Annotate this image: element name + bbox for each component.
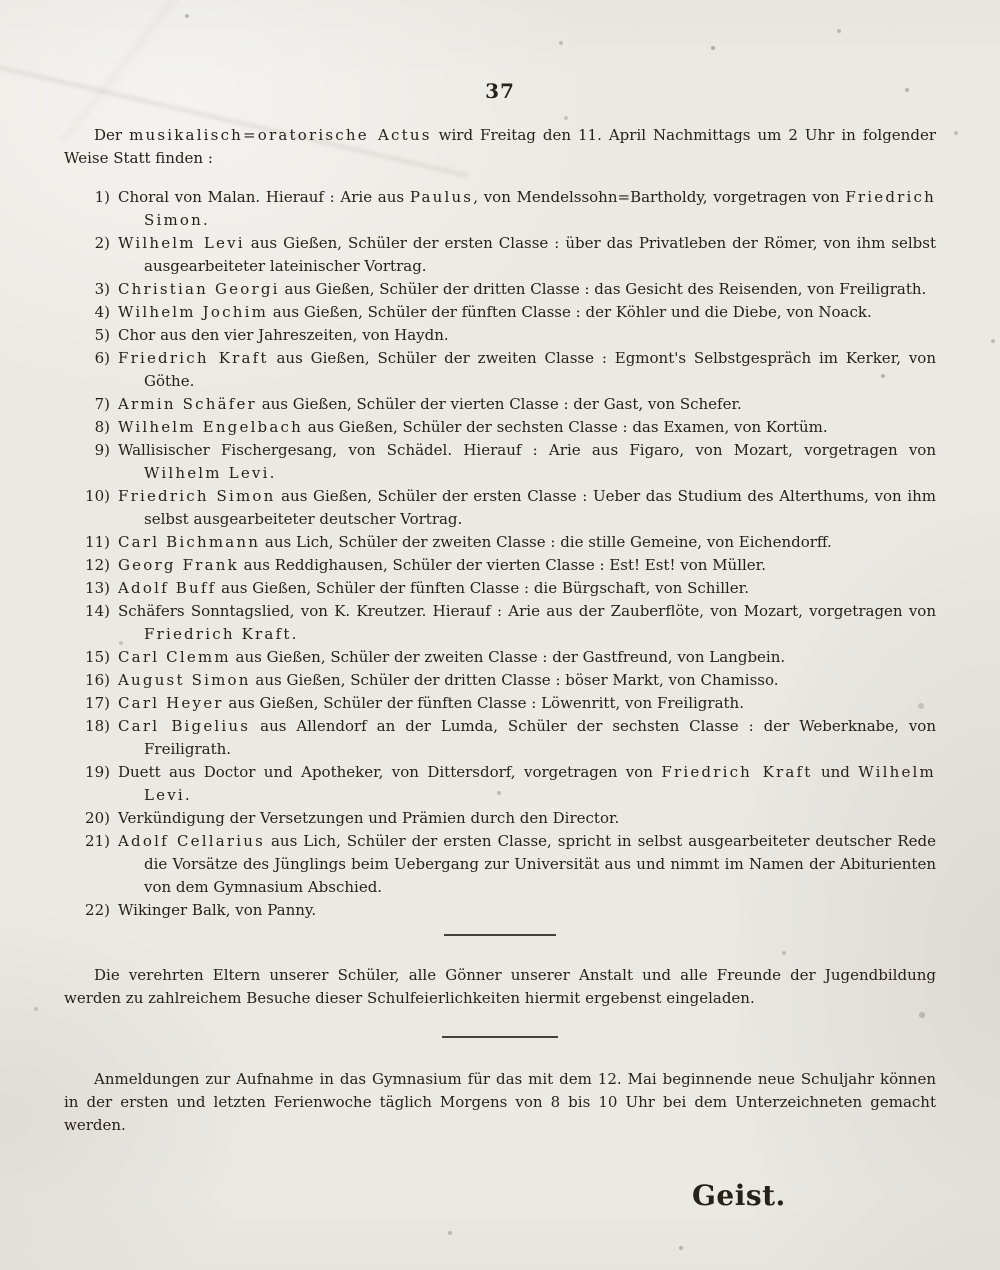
program-item: [64, 347, 936, 393]
text-run: aus Gießen, Schüler der ersten Classe : über das Privatleben der Römer, von ihm selbst ausgearbeiteter lateinischer Vortrag.: [144, 234, 936, 275]
program-item-number: 22): [85, 901, 110, 919]
program-item-text: [118, 899, 936, 922]
enrollment-paragraph: Anmeldungen zur Aufnahme in das Gymnasium für das mit dem 12. Mai beginnende neue Schuljahr können in der ersten und letzten Ferienwoche täglich Morgens von 8 bis 10 Uhr bei dem Unterzeichneten gemacht werden.: [64, 1070, 936, 1134]
program-item-number: 12): [85, 556, 110, 574]
text-run: Choral von Malan. Hierauf : Arie aus: [118, 188, 410, 206]
spaced-name: Friedrich Kraft: [144, 625, 292, 643]
text-run: aus Lich, Schüler der zweiten Classe : die stille Gemeine, von Eichendorff.: [260, 533, 832, 551]
text-run: aus Gießen, Schüler der dritten Classe : das Gesicht des Reisenden, von Freiligrath.: [279, 280, 927, 298]
text-run: .: [291, 625, 297, 643]
program-item: [64, 761, 936, 807]
program-item-text: [118, 715, 936, 761]
program-item-text: [118, 830, 936, 899]
spaced-name: Friedrich Simon: [144, 188, 936, 229]
program-item: [64, 554, 936, 577]
text-run: Schäfers Sonntagslied, von K. Kreutzer. Hierauf : Arie aus der Zauberflöte, von Mozart, vorgetragen von: [118, 602, 936, 620]
text-run: und: [812, 763, 859, 781]
spaced-name: Carl Heyer: [118, 694, 224, 712]
program-item-text: [118, 761, 936, 807]
program-item-text: [118, 646, 936, 669]
signature: Geist.: [692, 1179, 786, 1212]
program-item-number: 3): [94, 280, 110, 298]
spaced-name: Wilhelm Levi: [144, 763, 936, 804]
program-item: [64, 186, 936, 232]
spaced-name: Friedrich Kraft: [118, 349, 269, 367]
section-divider: [442, 1036, 558, 1038]
program-item: [64, 577, 936, 600]
program-item-text: [118, 186, 936, 232]
program-item: [64, 324, 936, 347]
program-item: [64, 899, 936, 922]
spaced-name: August Simon: [118, 671, 251, 689]
spaced-name: Friedrich Simon: [118, 487, 276, 505]
text-run: Verkündigung der Versetzungen und Prämien durch den Director.: [118, 809, 620, 827]
program-item-text: [118, 531, 936, 554]
text-run: aus Gießen, Schüler der zweiten Classe : Egmont's Selbstgespräch im Kerker, von Göthe.: [144, 349, 936, 390]
program-item-number: 7): [94, 395, 110, 413]
program-item-number: 1): [94, 188, 110, 206]
program-item: [64, 807, 936, 830]
program-item-text: [118, 278, 936, 301]
spaced-name: musikalisch=oratorische Actus: [129, 126, 432, 144]
program-item-text: [118, 485, 936, 531]
program-item-number: 4): [94, 303, 110, 321]
text-run: , von Mendelssohn=Bartholdy, vorgetragen von: [473, 188, 846, 206]
text-run: aus Gießen, Schüler der dritten Classe : böser Markt, von Chamisso.: [250, 671, 779, 689]
program-list: [64, 186, 936, 922]
program-item-text: [118, 301, 936, 324]
program-item: [64, 669, 936, 692]
text-run: Chor aus den vier Jahreszeiten, von Haydn.: [118, 326, 449, 344]
page-content: [64, 0, 936, 1213]
program-item-text: [118, 416, 936, 439]
program-item-number: 5): [94, 326, 110, 344]
program-item-number: 15): [85, 648, 110, 666]
program-item-text: [118, 439, 936, 485]
program-item-text: [118, 324, 936, 347]
program-item-number: 10): [85, 487, 110, 505]
text-run: aus Reddighausen, Schüler der vierten Classe : Est! Est! von Müller.: [238, 556, 766, 574]
program-item-text: [118, 577, 936, 600]
text-run: aus Gießen, Schüler der fünften Classe : Löwenritt, von Freiligrath.: [223, 694, 744, 712]
invitation-paragraph: Die verehrten Eltern unserer Schüler, alle Gönner unserer Anstalt und alle Freunde der Jugendbildung werden zu zahlreichem Besuche dieser Schulfeierlichkeiten hiermit ergebenst eingeladen.: [64, 966, 936, 1007]
spaced-name: Carl Bigelius: [118, 717, 251, 735]
text-run: .: [203, 211, 208, 229]
program-item-number: 13): [85, 579, 110, 597]
program-item-text: [118, 393, 936, 416]
program-item: [64, 646, 936, 669]
program-item: [64, 715, 936, 761]
program-item-number: 17): [85, 694, 110, 712]
program-item: [64, 600, 936, 646]
spaced-name: Paulus: [409, 188, 474, 206]
text-run: aus Gießen, Schüler der fünften Classe : der Köhler und die Diebe, von Noack.: [268, 303, 872, 321]
program-item: [64, 692, 936, 715]
spaced-name: Wilhelm Levi: [144, 464, 270, 482]
program-item-text: [118, 347, 936, 393]
spaced-name: Adolf Buff: [118, 579, 217, 597]
program-item-number: 18): [85, 717, 110, 735]
program-item-number: 14): [85, 602, 110, 620]
text-run: Wallisischer Fischergesang, von Schädel. Hierauf : Arie aus Figaro, von Mozart, vorgetragen von: [118, 441, 936, 459]
text-run: aus Lich, Schüler der ersten Classe, spricht in selbst ausgearbeiteter deutscher Rede die Vorsätze des Jünglings beim Uebergang zur Universität aus und nimmt im Namen der Abiturienten von dem Gymnasium Abschied.: [144, 832, 936, 896]
text-run: aus Allendorf an der Lumda, Schüler der sechsten Classe : der Weberknabe, von Freiligrath.: [144, 717, 936, 758]
text-run: .: [269, 464, 275, 482]
paper-specks: [0, 0, 2, 2]
program-item: [64, 232, 936, 278]
program-item-text: [118, 232, 936, 278]
spaced-name: Wilhelm Levi: [118, 234, 245, 252]
program-item-text: [118, 807, 936, 830]
program-item: [64, 830, 936, 899]
text-run: aus Gießen, Schüler der ersten Classe : Ueber das Studium des Alterthums, von ihm selbst ausgearbeiteter deutscher Vortrag.: [144, 487, 937, 528]
program-item-text: [118, 554, 936, 577]
text-run: Duett aus Doctor und Apotheker, von Dittersdorf, vorgetragen von: [118, 763, 662, 781]
spaced-name: Georg Frank: [118, 556, 239, 574]
text-run: .: [184, 786, 190, 804]
program-item-number: 21): [85, 832, 110, 850]
spaced-name: Christian Georgi: [118, 280, 280, 298]
program-item-text: [118, 600, 936, 646]
program-item-number: 6): [94, 349, 110, 367]
program-item: [64, 278, 936, 301]
text-run: aus Gießen, Schüler der fünften Classe : die Bürgschaft, von Schiller.: [216, 579, 749, 597]
text-run: Wikinger Balk, von Panny.: [118, 901, 317, 919]
spaced-name: Carl Bichmann: [118, 533, 261, 551]
program-item-number: 19): [85, 763, 110, 781]
intro-paragraph: [64, 124, 936, 170]
spaced-name: Carl Clemm: [118, 648, 231, 666]
text-run: Der: [94, 126, 130, 144]
text-run: aus Gießen, Schüler der zweiten Classe : der Gastfreund, von Langbein.: [230, 648, 786, 666]
program-item-number: 16): [85, 671, 110, 689]
program-item-text: [118, 669, 936, 692]
text-run: aus Gießen, Schüler der sechsten Classe : das Examen, von Kortüm.: [302, 418, 828, 436]
program-item-text: [118, 692, 936, 715]
program-item-number: 2): [94, 234, 110, 252]
program-item: [64, 301, 936, 324]
program-item: [64, 439, 936, 485]
spaced-name: Adolf Cellarius: [118, 832, 266, 850]
program-item-number: 20): [85, 809, 110, 827]
program-item-number: 9): [94, 441, 110, 459]
program-item: [64, 416, 936, 439]
spaced-name: Friedrich Kraft: [661, 763, 813, 781]
text-run: aus Gießen, Schüler der vierten Classe : der Gast, von Schefer.: [256, 395, 742, 413]
page-number: 37: [485, 79, 515, 103]
section-divider: [444, 934, 556, 936]
spaced-name: Wilhelm Engelbach: [118, 418, 303, 436]
spaced-name: Wilhelm Jochim: [118, 303, 269, 321]
text-run: wird Freitag den 11. April Nachmittags um 2 Uhr in folgender Weise Statt finden :: [64, 126, 936, 167]
program-item-number: 8): [94, 418, 110, 436]
program-item: [64, 531, 936, 554]
spaced-name: Armin Schäfer: [118, 395, 257, 413]
program-item: [64, 393, 936, 416]
program-item-number: 11): [85, 533, 110, 551]
program-item: [64, 485, 936, 531]
